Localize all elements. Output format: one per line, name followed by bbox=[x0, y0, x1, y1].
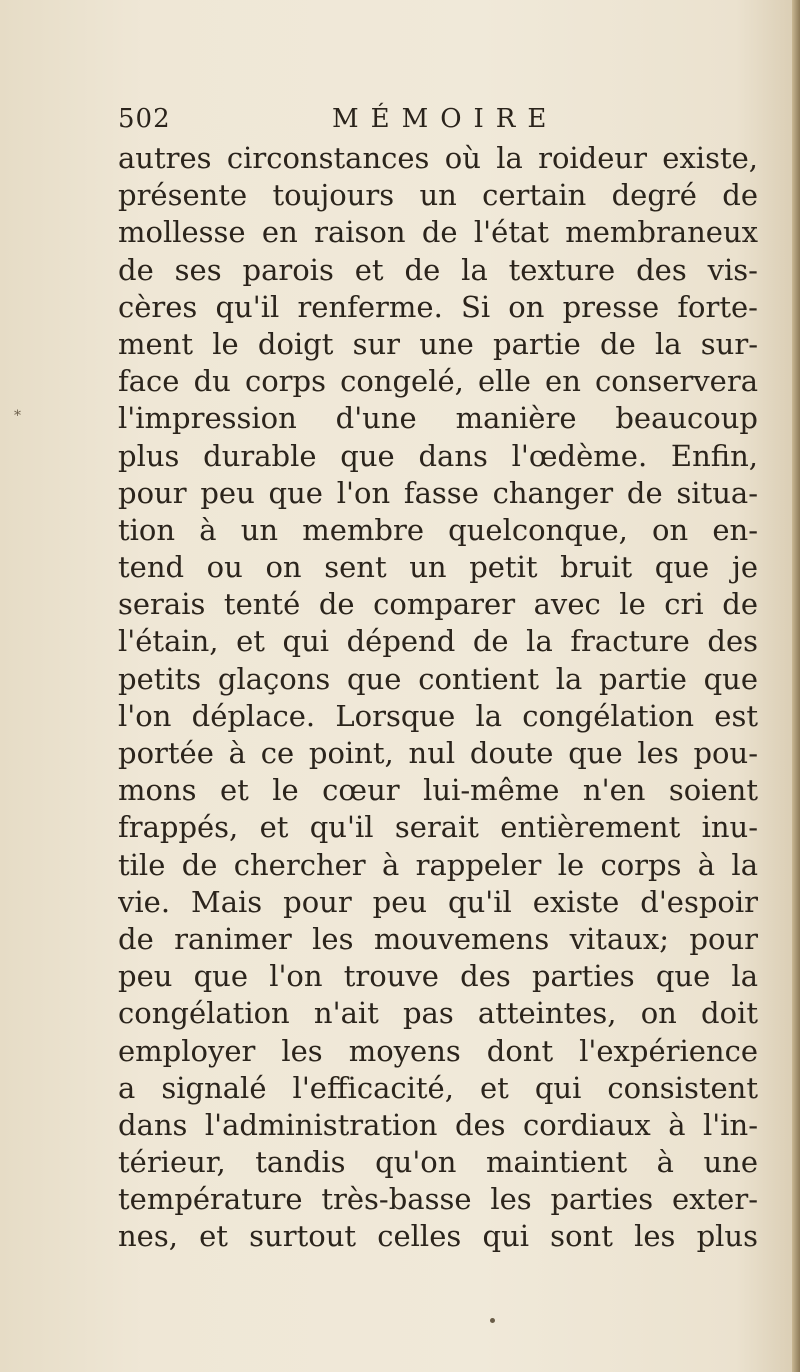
text-line: dans l'administration des cordiaux à l'in- bbox=[118, 1107, 758, 1142]
text-line: peu que l'on trouve des parties que la bbox=[118, 959, 758, 994]
page-edge bbox=[792, 0, 800, 1372]
text-line: petits glaçons que contient la partie que bbox=[118, 661, 758, 696]
text-line: l'on déplace. Lorsque la congélation est bbox=[118, 698, 758, 733]
text-line: térieur, tandis qu'on maintient à une bbox=[118, 1145, 758, 1180]
text-line: plus durable que dans l'œdème. Enfin, bbox=[118, 438, 758, 473]
text-line: vie. Mais pour peu qu'il existe d'espoir bbox=[118, 884, 758, 919]
text-line: pour peu que l'on fasse changer de situa- bbox=[118, 475, 758, 510]
body-text bbox=[118, 140, 758, 1256]
text-line: présente toujours un certain degré de bbox=[118, 178, 758, 213]
text-line: l'étain, et qui dépend de la fracture des bbox=[118, 624, 758, 659]
text-line: ment le doigt sur une partie de la sur- bbox=[118, 326, 758, 361]
text-line: de ranimer les mouvemens vitaux; pour bbox=[118, 921, 758, 956]
margin-mark: * bbox=[14, 408, 21, 424]
text-line: cères qu'il renferme. Si on presse forte- bbox=[118, 289, 758, 324]
text-line: autres circonstances où la roideur existe, bbox=[118, 141, 758, 175]
running-head: MÉMOIRE bbox=[332, 104, 559, 134]
text-line: a signalé l'efficacité, et qui consistent bbox=[118, 1070, 758, 1105]
text-line: tion à un membre quelconque, on en- bbox=[118, 512, 758, 547]
page-number: 502 bbox=[118, 104, 171, 134]
text-line: congélation n'ait pas atteintes, on doit bbox=[118, 996, 758, 1031]
ink-speck bbox=[490, 1318, 495, 1323]
text-line: tile de chercher à rappeler le corps à la bbox=[118, 847, 758, 882]
text-line: mons et le cœur lui-même n'en soient bbox=[118, 773, 758, 808]
text-line: serais tenté de comparer avec le cri de bbox=[118, 587, 758, 622]
text-line: température très-basse les parties exter- bbox=[118, 1182, 758, 1217]
text-line: de ses parois et de la texture des vis- bbox=[118, 252, 758, 287]
text-line: nes, et surtout celles qui sont les plus bbox=[118, 1219, 758, 1254]
text-line: employer les moyens dont l'expérience bbox=[118, 1033, 758, 1068]
text-line: tend ou on sent un petit bruit que je bbox=[118, 550, 758, 585]
text-line: frappés, et qu'il serait entièrement inu- bbox=[118, 810, 758, 845]
text-line: portée à ce point, nul doute que les pou- bbox=[118, 736, 758, 770]
page-header bbox=[118, 104, 758, 144]
text-line: face du corps congelé, elle en conservera bbox=[118, 364, 758, 399]
text-line: l'impression d'une manière beaucoup bbox=[118, 401, 758, 436]
text-line: mollesse en raison de l'état membraneux bbox=[118, 215, 758, 250]
